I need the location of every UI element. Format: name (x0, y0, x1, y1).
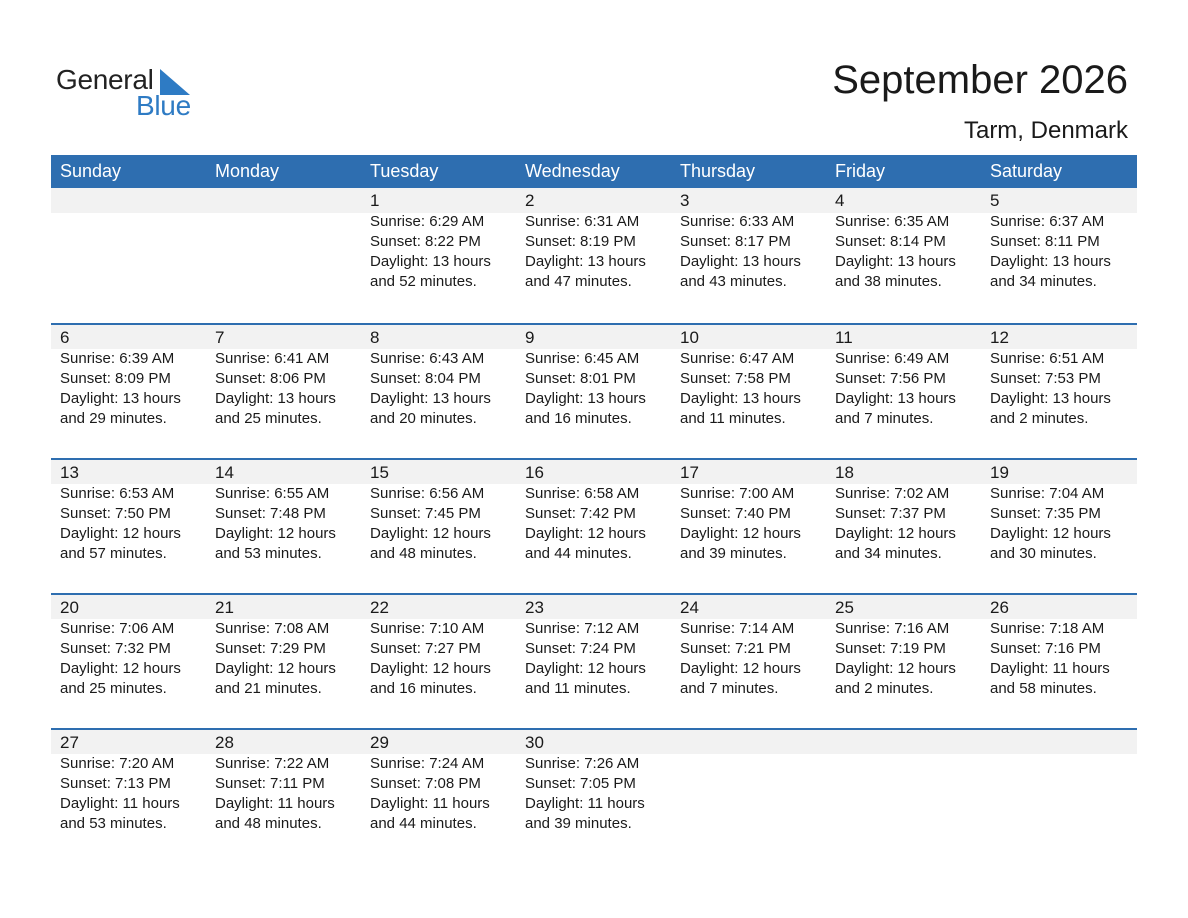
sunrise-time: Sunrise: 6:56 AM (370, 485, 485, 502)
sunrise-time: Sunrise: 6:35 AM (835, 213, 950, 230)
daylight-minutes: and 16 minutes. (525, 410, 632, 427)
daylight-minutes: and 53 minutes. (215, 545, 322, 562)
daylight-minutes: and 34 minutes. (835, 545, 942, 562)
day-cell (206, 460, 361, 564)
week-days (51, 730, 1137, 834)
day-number: 5 (990, 191, 1000, 210)
day-cell (516, 730, 671, 834)
sunrise-time: Sunrise: 6:37 AM (990, 213, 1105, 230)
day-cell (671, 188, 826, 292)
sunset-time: Sunset: 7:56 PM (835, 370, 946, 387)
day-number: 3 (680, 191, 690, 210)
daylight-minutes: and 29 minutes. (60, 410, 167, 427)
daylight-minutes: and 21 minutes. (215, 680, 322, 697)
daylight-minutes: and 58 minutes. (990, 680, 1097, 697)
sunset-time: Sunset: 8:04 PM (370, 370, 481, 387)
day-cell (51, 188, 206, 292)
daylight-minutes: and 53 minutes. (60, 815, 167, 832)
sunset-time: Sunset: 7:16 PM (990, 640, 1101, 657)
day-cell (361, 460, 516, 564)
day-number: 29 (370, 733, 389, 752)
day-number: 13 (60, 463, 79, 482)
day-cell (51, 730, 206, 834)
day-number: 26 (990, 598, 1009, 617)
calendar-grid (51, 155, 1137, 863)
sunrise-time: Sunrise: 7:22 AM (215, 755, 330, 772)
daylight-hours: Daylight: 13 hours (680, 390, 801, 407)
sunset-time: Sunset: 8:06 PM (215, 370, 326, 387)
daylight-hours: Daylight: 13 hours (525, 390, 646, 407)
sunrise-time: Sunrise: 6:45 AM (525, 350, 640, 367)
day-number (215, 189, 361, 212)
day-number (835, 731, 981, 754)
daylight-hours: Daylight: 13 hours (835, 390, 956, 407)
day-number: 22 (370, 598, 389, 617)
daylight-minutes: and 39 minutes. (680, 545, 787, 562)
day-number: 20 (60, 598, 79, 617)
daylight-minutes: and 47 minutes. (525, 273, 632, 290)
daylight-hours: Daylight: 12 hours (60, 660, 181, 677)
daylight-hours: Daylight: 12 hours (525, 525, 646, 542)
daylight-hours: Daylight: 13 hours (525, 253, 646, 270)
sunset-time: Sunset: 8:17 PM (680, 233, 791, 250)
day-cell (516, 595, 671, 699)
daylight-minutes: and 30 minutes. (990, 545, 1097, 562)
daylight-hours: Daylight: 12 hours (835, 660, 956, 677)
daylight-hours: Daylight: 13 hours (370, 390, 491, 407)
weekday-header-friday: Friday (835, 161, 886, 181)
week-days (51, 460, 1137, 564)
day-number: 2 (525, 191, 535, 210)
daylight-hours: Daylight: 13 hours (990, 390, 1111, 407)
sunrise-time: Sunrise: 7:24 AM (370, 755, 485, 772)
day-number: 15 (370, 463, 389, 482)
sunrise-time: Sunrise: 7:02 AM (835, 485, 950, 502)
calendar-week-row (51, 323, 1137, 458)
daylight-hours: Daylight: 12 hours (680, 525, 801, 542)
sunrise-time: Sunrise: 7:10 AM (370, 620, 485, 637)
day-cell (671, 595, 826, 699)
daylight-minutes: and 48 minutes. (215, 815, 322, 832)
day-cell (516, 460, 671, 564)
daylight-minutes: and 52 minutes. (370, 273, 477, 290)
daylight-minutes: and 25 minutes. (60, 680, 167, 697)
daylight-minutes: and 38 minutes. (835, 273, 942, 290)
daylight-minutes: and 43 minutes. (680, 273, 787, 290)
sunset-time: Sunset: 7:32 PM (60, 640, 171, 657)
sunset-time: Sunset: 7:05 PM (525, 775, 636, 792)
day-number (60, 189, 206, 212)
sunset-time: Sunset: 8:01 PM (525, 370, 636, 387)
sunset-time: Sunset: 8:19 PM (525, 233, 636, 250)
daylight-minutes: and 57 minutes. (60, 545, 167, 562)
daylight-hours: Daylight: 11 hours (215, 795, 335, 812)
daylight-hours: Daylight: 13 hours (990, 253, 1111, 270)
sunrise-time: Sunrise: 6:49 AM (835, 350, 950, 367)
day-number: 17 (680, 463, 699, 482)
day-number: 16 (525, 463, 544, 482)
day-number: 11 (835, 328, 853, 347)
day-cell (361, 188, 516, 292)
day-cell (361, 730, 516, 834)
sunset-time: Sunset: 7:48 PM (215, 505, 326, 522)
sunset-time: Sunset: 7:13 PM (60, 775, 171, 792)
sunset-time: Sunset: 7:35 PM (990, 505, 1101, 522)
daylight-hours: Daylight: 12 hours (990, 525, 1111, 542)
location-subtitle: Tarm, Denmark (963, 117, 1128, 144)
day-number: 8 (370, 328, 380, 347)
daylight-minutes: and 25 minutes. (215, 410, 322, 427)
sunset-time: Sunset: 8:22 PM (370, 233, 481, 250)
daylight-hours: Daylight: 12 hours (60, 525, 181, 542)
day-cell (671, 730, 826, 834)
sunset-time: Sunset: 8:11 PM (990, 233, 1100, 250)
sunrise-time: Sunrise: 6:29 AM (370, 213, 485, 230)
day-number: 23 (525, 598, 544, 617)
daylight-hours: Daylight: 11 hours (370, 795, 490, 812)
daylight-hours: Daylight: 13 hours (215, 390, 336, 407)
sunrise-time: Sunrise: 6:31 AM (525, 213, 640, 230)
day-number: 25 (835, 598, 854, 617)
sunrise-time: Sunrise: 7:06 AM (60, 620, 175, 637)
daylight-hours: Daylight: 11 hours (60, 795, 180, 812)
daylight-minutes: and 7 minutes. (680, 680, 779, 697)
day-cell (981, 460, 1137, 564)
daylight-hours: Daylight: 12 hours (370, 525, 491, 542)
sunset-time: Sunset: 7:11 PM (215, 775, 325, 792)
daylight-hours: Daylight: 12 hours (835, 525, 956, 542)
day-cell (981, 325, 1137, 429)
day-number: 9 (525, 328, 535, 347)
day-number: 7 (215, 328, 225, 347)
daylight-hours: Daylight: 13 hours (835, 253, 956, 270)
week-days (51, 595, 1137, 699)
daylight-hours: Daylight: 12 hours (680, 660, 801, 677)
daylight-minutes: and 2 minutes. (990, 410, 1089, 427)
daylight-hours: Daylight: 11 hours (990, 660, 1110, 677)
daylight-minutes: and 11 minutes. (680, 410, 786, 427)
calendar-week-row (51, 458, 1137, 593)
sunset-time: Sunset: 8:09 PM (60, 370, 171, 387)
calendar-week-row (51, 728, 1137, 863)
daylight-minutes: and 16 minutes. (370, 680, 477, 697)
sunrise-time: Sunrise: 7:14 AM (680, 620, 795, 637)
day-cell (206, 730, 361, 834)
day-cell (51, 325, 206, 429)
weeks-container (51, 188, 1137, 863)
day-cell (51, 595, 206, 699)
sunset-time: Sunset: 7:37 PM (835, 505, 946, 522)
sunset-time: Sunset: 8:14 PM (835, 233, 946, 250)
daylight-hours: Daylight: 13 hours (680, 253, 801, 270)
daylight-minutes: and 39 minutes. (525, 815, 632, 832)
day-number: 18 (835, 463, 854, 482)
sunrise-time: Sunrise: 7:20 AM (60, 755, 175, 772)
sunrise-time: Sunrise: 7:08 AM (215, 620, 330, 637)
weekday-header-sunday: Sunday (60, 161, 122, 181)
daylight-minutes: and 7 minutes. (835, 410, 934, 427)
sunset-time: Sunset: 7:58 PM (680, 370, 791, 387)
day-cell (826, 460, 981, 564)
daylight-minutes: and 44 minutes. (525, 545, 632, 562)
day-cell (671, 460, 826, 564)
day-cell (206, 595, 361, 699)
daylight-hours: Daylight: 12 hours (215, 660, 336, 677)
day-cell (516, 325, 671, 429)
day-cell (981, 188, 1137, 292)
sunrise-time: Sunrise: 6:58 AM (525, 485, 640, 502)
day-number: 1 (370, 191, 380, 210)
daylight-hours: Daylight: 12 hours (370, 660, 491, 677)
sunset-time: Sunset: 7:40 PM (680, 505, 791, 522)
day-cell (361, 325, 516, 429)
weekday-header-tuesday: Tuesday (370, 161, 439, 181)
day-number: 14 (215, 463, 234, 482)
day-cell (361, 595, 516, 699)
day-cell (51, 460, 206, 564)
sunrise-time: Sunrise: 7:00 AM (680, 485, 795, 502)
sunrise-time: Sunrise: 7:26 AM (525, 755, 640, 772)
calendar-week-row (51, 188, 1137, 323)
weekday-header-row (51, 155, 1137, 188)
sunrise-time: Sunrise: 6:39 AM (60, 350, 175, 367)
sunrise-time: Sunrise: 6:51 AM (990, 350, 1105, 367)
sunset-time: Sunset: 7:53 PM (990, 370, 1101, 387)
sunrise-time: Sunrise: 6:53 AM (60, 485, 175, 502)
calendar-week-row (51, 593, 1137, 728)
day-cell (981, 730, 1137, 834)
daylight-minutes: and 48 minutes. (370, 545, 477, 562)
day-cell (671, 325, 826, 429)
day-cell (516, 188, 671, 292)
day-cell (826, 595, 981, 699)
sunset-time: Sunset: 7:19 PM (835, 640, 946, 657)
sunrise-time: Sunrise: 7:12 AM (525, 620, 640, 637)
day-number (680, 731, 826, 754)
daylight-hours: Daylight: 13 hours (60, 390, 181, 407)
daylight-minutes: and 2 minutes. (835, 680, 934, 697)
daylight-minutes: and 11 minutes. (525, 680, 631, 697)
sunset-time: Sunset: 7:27 PM (370, 640, 481, 657)
sunrise-time: Sunrise: 7:16 AM (835, 620, 950, 637)
logo-word-general: General (56, 64, 154, 95)
day-cell (981, 595, 1137, 699)
sunrise-time: Sunrise: 6:41 AM (215, 350, 330, 367)
sunrise-time: Sunrise: 6:43 AM (370, 350, 485, 367)
sunset-time: Sunset: 7:42 PM (525, 505, 636, 522)
sunset-time: Sunset: 7:29 PM (215, 640, 326, 657)
day-number: 10 (680, 328, 699, 347)
sunset-time: Sunset: 7:21 PM (680, 640, 791, 657)
day-cell (206, 188, 361, 292)
day-number: 21 (215, 598, 234, 617)
day-number: 6 (60, 328, 70, 347)
daylight-hours: Daylight: 12 hours (215, 525, 336, 542)
logo-word-blue: Blue (136, 90, 191, 121)
sunrise-time: Sunrise: 6:47 AM (680, 350, 795, 367)
week-days (51, 325, 1137, 429)
weekday-header-saturday: Saturday (990, 161, 1063, 181)
sunset-time: Sunset: 7:24 PM (525, 640, 636, 657)
weekday-header-wednesday: Wednesday (525, 161, 620, 181)
day-number (990, 731, 1137, 754)
sunrise-time: Sunrise: 6:33 AM (680, 213, 795, 230)
daylight-minutes: and 44 minutes. (370, 815, 477, 832)
daylight-hours: Daylight: 11 hours (525, 795, 645, 812)
day-number: 19 (990, 463, 1009, 482)
day-number: 28 (215, 733, 234, 752)
sunrise-time: Sunrise: 6:55 AM (215, 485, 330, 502)
page-title: September 2026 (832, 58, 1128, 102)
weekday-header-monday: Monday (215, 161, 280, 181)
day-cell (206, 325, 361, 429)
daylight-minutes: and 20 minutes. (370, 410, 477, 427)
day-number: 27 (60, 733, 79, 752)
day-number: 12 (990, 328, 1009, 347)
day-number: 4 (835, 191, 845, 210)
sunrise-time: Sunrise: 7:18 AM (990, 620, 1105, 637)
daylight-hours: Daylight: 13 hours (370, 253, 491, 270)
daylight-hours: Daylight: 12 hours (525, 660, 646, 677)
weekday-header-thursday: Thursday (680, 161, 756, 181)
week-days (51, 188, 1137, 292)
daylight-minutes: and 34 minutes. (990, 273, 1097, 290)
day-number: 24 (680, 598, 699, 617)
day-cell (826, 188, 981, 292)
sunrise-time: Sunrise: 7:04 AM (990, 485, 1105, 502)
sunset-time: Sunset: 7:08 PM (370, 775, 481, 792)
logo (56, 64, 206, 124)
sunset-time: Sunset: 7:50 PM (60, 505, 171, 522)
sunset-time: Sunset: 7:45 PM (370, 505, 481, 522)
day-number: 30 (525, 733, 544, 752)
day-cell (826, 730, 981, 834)
day-cell (826, 325, 981, 429)
